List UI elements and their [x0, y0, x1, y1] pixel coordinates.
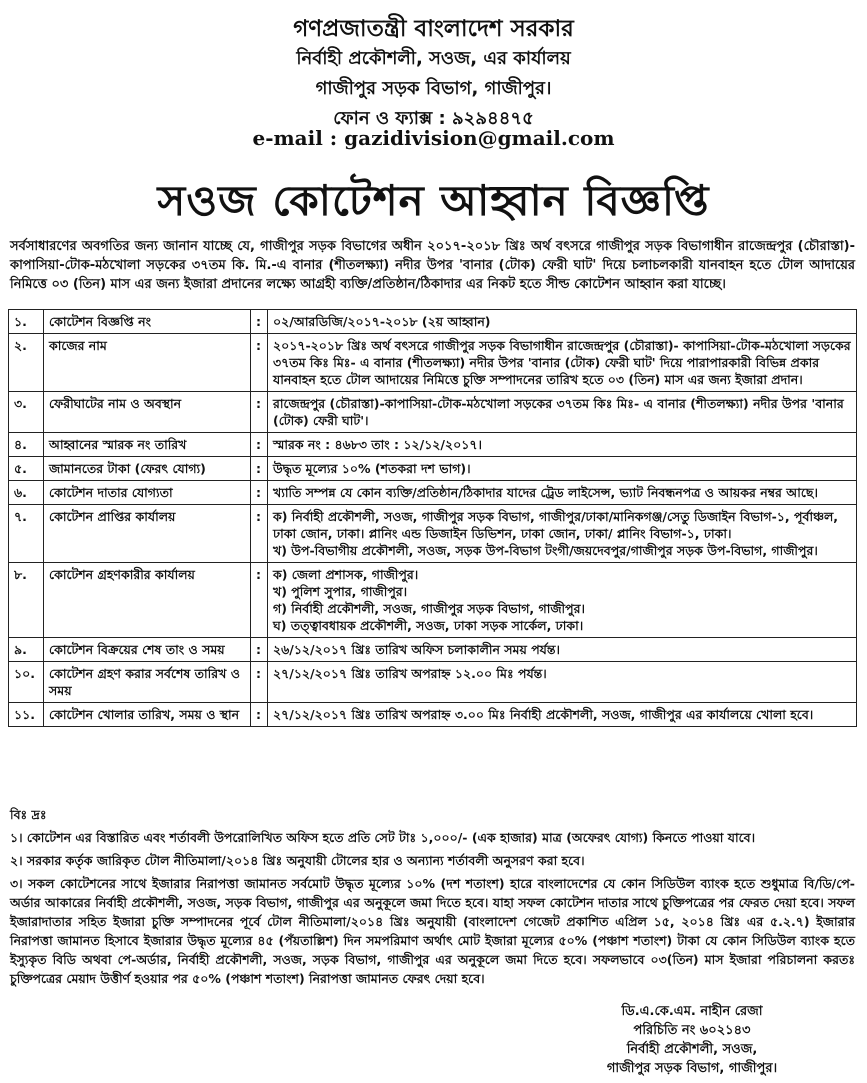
row-label: কাজের নাম [44, 334, 251, 392]
table-row [9, 505, 857, 563]
table-row [9, 563, 857, 638]
row-number: ১১. [9, 703, 44, 727]
row-value: স্মারক নং : ৪৬৮৩ তাং : ১২/১২/২০১৭। [268, 433, 857, 457]
notes-section [10, 805, 855, 992]
signatory-office: গাজীপুর সড়ক বিভাগ, গাজীপুর। [606, 1061, 778, 1076]
row-number: ৯. [9, 638, 44, 662]
note-item: ১। কোটেশন এর বিস্তারিত এবং শর্তাবলী উপরোলিখিত অফিস হতে প্রতি সেট টাঃ ১,০০০/- (এক হাজার) মাত্র (অফেরৎ যোগ্য) কিনতে পাওয়া যাবে। [10, 830, 756, 845]
row-number: ২. [9, 334, 44, 392]
intro-paragraph: সর্বসাধারণের অবগতির জন্য জানান যাচ্ছে যে, গাজীপুর সড়ক বিভাগের অধীন ২০১৭-২০১৮ খ্রিঃ অর্থ বৎসরে গাজীপুর সড়ক বিভাগাধীন রাজেন্দ্রপুর (চৌরাস্তা)-কাপাসিয়া-টোক-মঠখোলা সড়কের ৩৭তম কি. মি.-এ বানার (শীতলক্ষ্যা) নদীর উপর 'বানার (টোক) ফেরী ঘাট' দিয়ে চলাচলকারী যানবাহন হতে টোল আদায়ের নিমিত্তে ০৩ (তিন) মাস এর জন্য ইজারা প্রদানের লক্ষ্যে আগ্রহী ব্যক্তি/প্রতিষ্ঠান/ঠিকাদার এর নিকট হতে সীল্ড কোটেশন আহ্বান করা যাচ্ছে। [10, 239, 855, 292]
row-number: ১০. [9, 662, 44, 703]
row-number: ৭. [9, 505, 44, 563]
notes-heading: বিঃ দ্রঃ [10, 807, 47, 822]
row-value: রাজেন্দ্রপুর (চৌরাস্তা)-কাপাসিয়া-টোক-মঠখোলা সড়কের ৩৭তম কিঃ মিঃ- এ বানার (শীতলক্ষ্যা) নদীর উপর 'বানার (টোক) ফেরী ঘাট'। [268, 392, 857, 433]
phone-fax: ফোন ও ফ্যাক্স : ৯২৯৪৪৭৫ [333, 108, 534, 129]
row-value: ক) জেলা প্রশাসক, গাজীপুর। খ) পুলিশ সুপার, গাজীপুর। গ) নির্বাহী প্রকৌশলী, সওজ, গাজীপুর সড়ক বিভাগ, গাজীপুর। ঘ) তত্ত্বাবধায়ক প্রকৌশলী, সওজ, ঢাকা সড়ক সার্কেল, ঢাকা। [268, 563, 857, 638]
row-number: ৪. [9, 433, 44, 457]
row-label: কোটেশন প্রাপ্তির কার্যালয় [44, 505, 251, 563]
row-number: ১. [9, 310, 44, 334]
row-value: ০২/আরডিজি/২০১৭-২০১৮ (২য় আহ্বান) [268, 310, 857, 334]
row-label: কোটেশন গ্রহণকারীর কার্যালয় [44, 563, 251, 638]
table-row [9, 703, 857, 727]
row-label: কোটেশন দাতার যোগ্যতা [44, 481, 251, 505]
govt-heading: গণপ্রজাতন্ত্রী বাংলাদেশ সরকার [293, 16, 574, 42]
row-label: কোটেশন গ্রহণ করার সর্বশেষ তারিখ ও সময় [44, 662, 251, 703]
notice-title: সওজ কোটেশন আহ্বান বিজ্ঞপ্তি [157, 176, 710, 225]
quotation-details-table [8, 309, 857, 727]
row-colon: : [251, 481, 268, 505]
row-number: ৩. [9, 392, 44, 433]
signature-block [577, 1002, 807, 1078]
table-row [9, 457, 857, 481]
row-value: ২৬/১২/২০১৭ খ্রিঃ তারিখ অফিস চলাকালীন সময় পর্যন্ত। [268, 638, 857, 662]
division-heading: গাজীপুর সড়ক বিভাগ, গাজীপুর। [315, 78, 552, 99]
row-number: ৫. [9, 457, 44, 481]
table-row [9, 638, 857, 662]
note-item: ৩। সকল কোটেশনের সাথে ইজারার নিরাপত্তা জামানত সর্বমোট উদ্ধৃত মূল্যের ১০% (দশ শতাংশ) হারে বাংলাদেশের যে কোন সিডিউল ব্যাংক হতে শুধুমাত্র বি/ডি/পে-অর্ডার আকারের নির্বাহী প্রকৌশলী, সওজ, সড়ক বিভাগ, গাজীপুর এর অনুকূলে জমা দিতে হবে। যাহা সফল কোটেশন দাতার সাথে চুক্তিপত্রের পর ফেরত দেয়া হবে। সফল ইজারাদাতার সহিত ইজারা চুক্তি সম্পাদনের পূর্বে টোল নীতিমালা/২০১৪ খ্রিঃ অনুযায়ী (বাংলাদেশ গেজেট প্রকাশিত এপ্রিল ১৫, ২০১৪ খ্রিঃ এর ৫.২.৭) ইজারার নিরাপত্তা জামানত হিসাবে ইজারার উদ্ধৃত মূল্যের ৪৫ (পঁয়তাল্লিশ) দিন সমপরিমাণ অর্থাৎ মোট ইজারা মূল্যের ৫০% (পঞ্চাশ শতাংশ) টাকা যে কোন সিডিউল ব্যাংক হতে ইস্যুকৃত বিডি অথবা পে-অর্ডার, নির্বাহী প্রকৌশলী, সওজ, সড়ক বিভাগ, গাজীপুর এর অনুকূলে জমা দিতে হবে। সফলভাবে ০৩(তিন) মাস ইজারা পরিচালনা করতঃ চুক্তিপত্রের মেয়াদ উত্তীর্ণ হওয়ার পর ৫০% (পঞ্চাশ শতাংশ) নিরাপত্তা জামানত ফেরৎ দেয়া হবে। [10, 876, 855, 986]
row-colon: : [251, 392, 268, 433]
signatory-name: ডি.এ.কে.এম. নাহীন রেজা [621, 1004, 763, 1019]
row-label: কোটেশন বিক্রয়ের শেষ তাং ও সময় [44, 638, 251, 662]
row-label: কোটেশন বিজ্ঞপ্তি নং [44, 310, 251, 334]
row-value: ২০১৭-২০১৮ খ্রিঃ অর্থ বৎসরে গাজীপুর সড়ক বিভাগাধীন রাজেন্দ্রপুর (চৌরাস্তা)- কাপাসিয়া-টোক-মঠখোলা সড়কের ৩৭তম কিঃ মিঃ- এ বানার (শীতলক্ষ্যা) নদীর উপর 'বানার (টোক) ফেরী ঘাট' দিয়ে পারাপারকারী বিভিন্ন প্রকার যানবাহন হতে টোল আদায়ের নিমিত্তে চুক্তি সম্পাদনের তারিখ হতে ০৩ (তিন) মাস এর জন্য ইজারা প্রদান। [268, 334, 857, 392]
row-colon: : [251, 638, 268, 662]
email-line: e-mail : gazidivision@gmail.com [252, 126, 615, 150]
row-colon: : [251, 662, 268, 703]
row-colon: : [251, 334, 268, 392]
row-colon: : [251, 703, 268, 727]
row-colon: : [251, 457, 268, 481]
row-label: কোটেশন খোলার তারিখ, সময় ও স্থান [44, 703, 251, 727]
row-number: ৮. [9, 563, 44, 638]
row-colon: : [251, 433, 268, 457]
signatory-designation: নির্বাহী প্রকৌশলী, সওজ, [626, 1042, 758, 1057]
table-row [9, 662, 857, 703]
table-row [9, 310, 857, 334]
table-row [9, 392, 857, 433]
row-value: উদ্ধৃত মূল্যের ১০% (শতকরা দশ ভাগ)। [268, 457, 857, 481]
office-heading: নির্বাহী প্রকৌশলী, সওজ, এর কার্যালয় [296, 48, 571, 69]
row-value: ক) নির্বাহী প্রকৌশলী, সওজ, গাজীপুর সড়ক বিভাগ, গাজীপুর/ঢাকা/মানিকগঞ্জ/সেতু ডিজাইন বিভাগ-১, পূর্বাঞ্চল, ঢাকা জোন, ঢাকা। প্লানিং এন্ড ডিজাইন ডিভিশন, ঢাকা জোন, ঢাকা/ প্লানিং বিভাগ-১, ঢাকা। খ) উপ-বিভাগীয় প্রকৌশলী, সওজ, সড়ক উপ-বিভাগ টংগী/জয়দেবপুর/গাজীপুর সড়ক উপ-বিভাগ, গাজীপুর। [268, 505, 857, 563]
table-row [9, 334, 857, 392]
row-label: জামানতের টাকা (ফেরৎ যোগ্য) [44, 457, 251, 481]
row-value: ২৭/১২/২০১৭ খ্রিঃ তারিখ অপরাহ্ন ১২.০০ মিঃ পর্যন্ত। [268, 662, 857, 703]
signatory-id: পরিচিতি নং ৬০২১৪৩ [633, 1023, 751, 1038]
row-colon: : [251, 563, 268, 638]
row-colon: : [251, 505, 268, 563]
row-number: ৬. [9, 481, 44, 505]
row-value: খ্যাতি সম্পন্ন যে কোন ব্যক্তি/প্রতিষ্ঠান/ঠিকাদার যাদের ট্রেড লাইসেন্স, ভ্যাট নিবন্ধনপত্র ও আয়কর নম্বর আছে। [268, 481, 857, 505]
table-row [9, 481, 857, 505]
table-row [9, 433, 857, 457]
row-value: ২৭/১২/২০১৭ খ্রিঃ তারিখ অপরাহ্ন ৩.০০ মিঃ নির্বাহী প্রকৌশলী, সওজ, গাজীপুর এর কার্যালয়ে খোলা হবে। [268, 703, 857, 727]
note-item: ২। সরকার কর্তৃক জারিকৃত টোল নীতিমালা/২০১৪ খ্রিঃ অনুযায়ী টোলের হার ও অন্যান্য শর্তাবলী অনুসরণ করা হবে। [10, 853, 585, 868]
row-colon: : [251, 310, 268, 334]
row-label: আহ্বানের স্মারক নং তারিখ [44, 433, 251, 457]
row-label: ফেরীঘাটের নাম ও অবস্থান [44, 392, 251, 433]
